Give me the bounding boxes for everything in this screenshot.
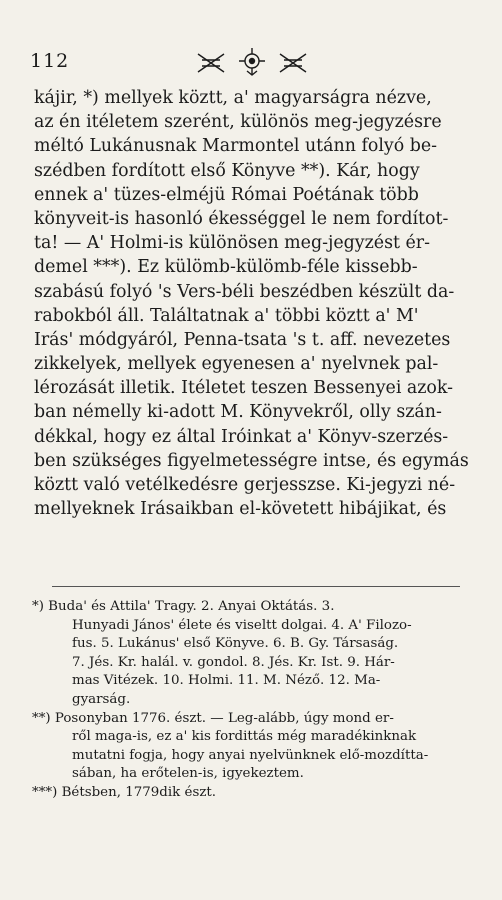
footnote-line: **) Posonyban 1776. észt. — Leg-alább, úgy mond er- — [32, 710, 394, 726]
footnote-line: *) Buda' és Attila' Tragy. 2. Anyai Oktátás. 3. — [32, 599, 335, 614]
body-line: szabású folyó 's Vers-béli beszédben készült da- — [34, 281, 455, 302]
body-line: ta! — A' Holmi-is különösen meg-jegyzést ér- — [34, 233, 430, 254]
footnote-line: 7. Jés. Kr. halál. v. gondol. 8. Jés. Kr. Ist. 9. Hár- — [72, 654, 395, 670]
footnote-line: sában, ha erőtelen-is, igyekeztem. — [72, 766, 304, 782]
footnote-line: mutatni fogja, hogy anyai nyelvünknek elő-mozdítta- — [72, 747, 429, 763]
body-line: az én itéletem szerént, különös meg-jegyzésre — [34, 112, 442, 133]
body-line: lérozását illetik. Itéletet teszen Bessenyei azok- — [34, 378, 454, 399]
page-number: 112 — [30, 50, 70, 72]
body-line: ben szükséges figyelmetességre intse, és egymás — [34, 450, 469, 471]
footnote-line: gyarság. — [72, 691, 131, 707]
footnote-line: fus. 5. Lukánus' első Könyve. 6. B. Gy. Társaság. — [72, 636, 399, 652]
body-line: szédben fordított első Könyve **). Kár, hogy — [34, 160, 420, 181]
body-line: dékkal, hogy ez által Iróinkat a' Könyv-szerzés- — [34, 426, 449, 447]
body-line: ban némelly ki-adott M. Könyvekről, olly szán- — [34, 402, 442, 423]
body-line: rabokból áll. Találtatnak a' többi köztt a' M' — [34, 305, 419, 326]
body-line: kájir, *) mellyek köztt, a' magyarságra nézve, — [34, 88, 432, 108]
body-line: méltó Lukánusnak Marmontel utánn folyó be- — [34, 136, 438, 157]
ornament-icon — [194, 46, 310, 78]
body-line: demel ***). Ez külömb-külömb-féle kissebb- — [34, 257, 418, 278]
body-line: köztt való vetélkedésre gerjesszse. Ki-jegyzi né- — [34, 475, 456, 495]
page-header — [0, 46, 502, 82]
footnotes — [32, 598, 476, 803]
body-line: könyveit-is hasonló ékességgel le nem fordítot- — [34, 208, 449, 229]
footnote-line: mas Vitézek. 10. Holmi. 11. M. Néző. 12. Ma- — [72, 673, 381, 689]
footnote-divider — [52, 586, 460, 587]
body-line: mellyeknek Irásaikban el-követett hibájikat, és — [34, 499, 447, 520]
body-line: ennek a' tüzes-elméjü Római Poétának több — [34, 184, 419, 205]
footnote-line: ről maga-is, ez a' kis fordittás még maradékinknak — [72, 729, 417, 745]
footnote-line: Hunyadi János' élete és viseltt dolgai. 4. A' Filozo- — [72, 617, 412, 633]
body-line: zikkelyek, mellyek egyenesen a' nyelvnek pal- — [34, 354, 439, 375]
footnote-line: ***) Bétsben, 1779dik észt. — [32, 784, 217, 800]
body-line: Irás' módgyáról, Penna-tsata 's t. aff. nevezetes — [34, 329, 451, 350]
main-text — [34, 86, 474, 521]
